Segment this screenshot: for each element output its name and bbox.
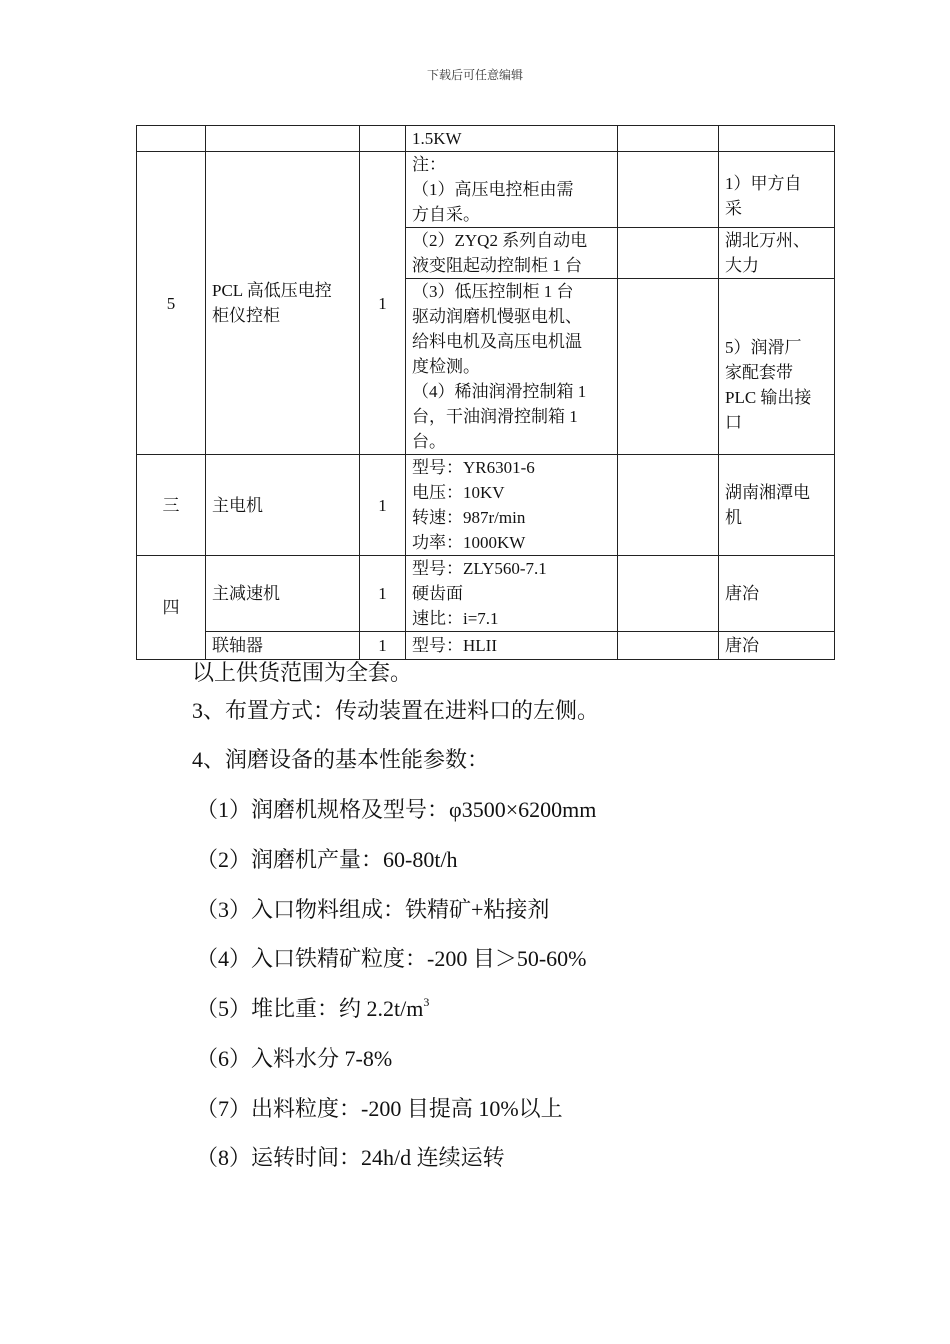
spec-cell: 1.5KW xyxy=(406,126,618,152)
item-name: 联轴器 xyxy=(206,632,360,660)
table-row xyxy=(137,152,835,228)
table-row xyxy=(137,455,835,556)
spec-cell: 型号：HLII xyxy=(406,632,618,660)
spec-cell: 型号：ZLY560-7.1 硬齿面 速比：i=7.1 xyxy=(406,556,618,632)
item-name: 主减速机 xyxy=(206,556,360,632)
remark-cell: 湖北万州、 大力 xyxy=(719,228,835,279)
param-text: （5）堆比重：约 2.2t/m xyxy=(196,996,424,1021)
spec-cell: 型号：YR6301-6 电压：10KV 转速：987r/min 功率：1000KW xyxy=(406,455,618,556)
scope-paragraph: 以上供货范围为全套。 xyxy=(192,660,413,685)
remark-cell: 唐冶 xyxy=(719,632,835,660)
remark-cell: 1）甲方自 采 xyxy=(719,152,835,228)
table-row xyxy=(137,126,835,152)
item-quantity: 1 xyxy=(360,556,406,632)
param-item: （7）出料粒度：-200 目提高 10%以上 xyxy=(196,1096,563,1121)
item-quantity: 1 xyxy=(360,455,406,556)
param-item: （4）入口铁精矿粒度：-200 目＞50-60% xyxy=(196,946,587,971)
item-quantity: 1 xyxy=(360,152,406,455)
table-row xyxy=(137,556,835,632)
param-item: （3）入口物料组成：铁精矿+粘接剂 xyxy=(196,897,550,922)
param-item: （8）运转时间：24h/d 连续运转 xyxy=(196,1145,505,1170)
equipment-table xyxy=(136,125,835,660)
arrangement-paragraph: 3、布置方式：传动装置在进料口的左侧。 xyxy=(192,698,600,723)
param-item: （2）润磨机产量：60-80t/h xyxy=(196,847,458,872)
spec-cell: （3）低压控制柜 1 台 驱动润磨机慢驱电机、 给料电机及高压电机温 度检测。 （4）稀油润滑控制箱 1 台，干油润滑控制箱 1 台。 xyxy=(406,279,618,455)
remark-cell: 5）润滑厂 家配套带 PLC 输出接 口 xyxy=(719,279,835,455)
spec-cell: 注： （1）高压电控柜由需 方自采。 xyxy=(406,152,618,228)
param-item: （6）入料水分 7-8% xyxy=(196,1046,393,1071)
item-quantity: 1 xyxy=(360,632,406,660)
params-heading: 4、润磨设备的基本性能参数： xyxy=(192,747,490,772)
param-item: （1）润磨机规格及型号：φ3500×6200mm xyxy=(196,797,597,822)
item-name: 主电机 xyxy=(206,455,360,556)
param-item xyxy=(196,992,429,1023)
page-header-note: 下载后可任意编辑 xyxy=(426,68,523,82)
remark-cell: 湖南湘潭电 机 xyxy=(719,455,835,556)
superscript: 3 xyxy=(423,995,430,1009)
item-number: 5 xyxy=(137,152,206,455)
item-number: 三 xyxy=(137,455,206,556)
spec-cell: （2）ZYQ2 系列自动电 液变阻起动控制柜 1 台 xyxy=(406,228,618,279)
remark-cell: 唐冶 xyxy=(719,556,835,632)
item-name: PCL 高低压电控 柜仪控柜 xyxy=(206,152,360,455)
item-number: 四 xyxy=(137,556,206,660)
